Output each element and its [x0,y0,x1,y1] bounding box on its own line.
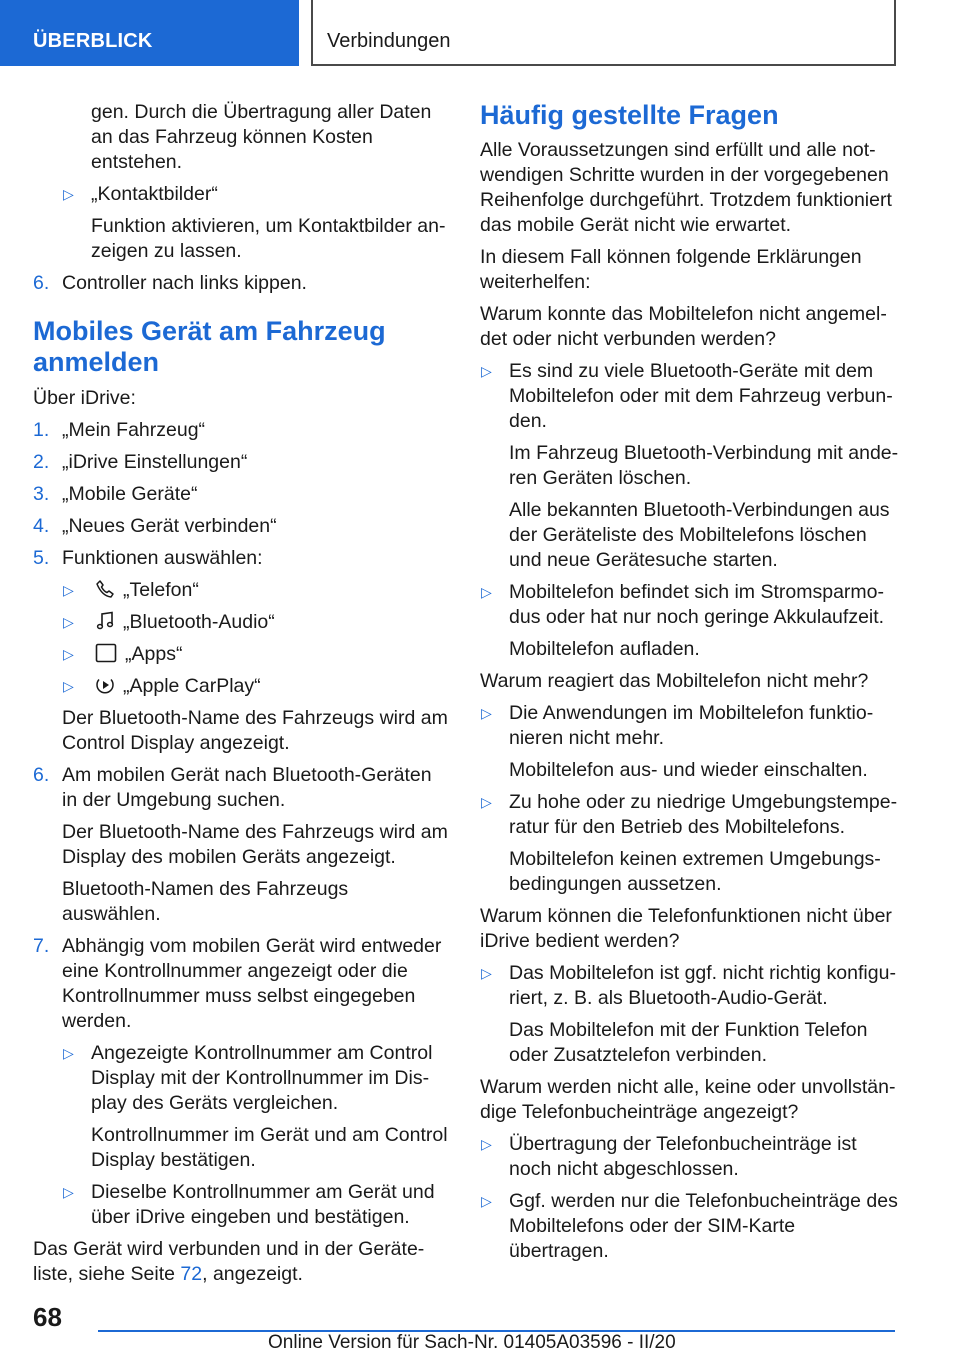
kontakt-label: „Kontaktbilder“ [91,183,218,205]
step-text: „Mein Fahrzeug“ [62,419,206,441]
list-item [62,182,451,207]
function-carplay [91,674,451,699]
apps-square-icon [95,643,117,663]
list-item [62,1180,451,1230]
bullet-triangle-icon: ▷ [481,363,492,379]
bullet-text: Die Anwendungen im Mobiltelefon funktionieren nicht mehr. [509,702,874,749]
function-label: „Telefon“ [123,579,199,601]
page-link[interactable]: 72 [180,1263,203,1285]
list-item [480,580,900,630]
bullet-triangle-icon: ▷ [63,614,74,630]
section-tab: ÜBERBLICK [0,0,299,66]
bullet-triangle-icon: ▷ [481,965,492,981]
bullet-triangle-icon: ▷ [481,705,492,721]
step-note: Der Bluetooth-Name des Fahrzeugs wird am Display des mobilen Geräts angezeigt. [62,821,448,868]
function-bluetooth-audio [91,610,451,635]
list-item [33,546,451,571]
list-item [480,1132,900,1182]
music-note-icon [95,611,115,631]
left-column [33,100,451,1294]
intro-paragraph: Alle Voraussetzungen sind erfüllt und alle notwendigen Schritte wurden in der vorgegebenen Reihenfolge durchgeführt. Trotzdem funktioniert das mobile Gerät nicht wie erwartet. [480,139,892,236]
list-item [33,450,451,475]
step-note: Der Bluetooth-Name des Fahrzeugs wird am Control Display angezeigt. [62,707,448,754]
list-item [33,934,451,1034]
bullet-note: Das Mobiltelefon mit der Funktion Telefon oder Zusatztelefon verbinden. [509,1019,868,1066]
list-item [480,359,900,434]
section-heading: Häufig gestellte Fragen [480,100,779,130]
bullet-triangle-icon: ▷ [63,1045,74,1061]
bullet-triangle-icon: ▷ [63,678,74,694]
right-column [480,100,900,1271]
bullet-note: Mobiltelefon aus- und wieder einschalten. [509,759,868,781]
chapter-tab: Verbindungen [311,0,896,66]
play-circle-icon [95,675,115,695]
question: Warum werden nicht alle, keine oder unvollständige Telefonbucheinträge angezeigt? [480,1076,896,1123]
list-item [480,790,900,840]
final-paragraph [33,1237,451,1287]
question: Warum können die Telefonfunktionen nicht über iDrive bedient werden? [480,905,892,952]
step-number: 4. [33,515,50,537]
step-text: „iDrive Einstellungen“ [62,451,248,473]
list-item [33,514,451,539]
step-note: Bluetooth-Namen des Fahrzeugs auswählen. [62,878,349,925]
bullet-note: Kontrollnummer im Gerät und am Control Display bestätigen. [91,1124,448,1171]
list-item [33,482,451,507]
bullet-text: Es sind zu viele Bluetooth-Geräte mit dem Mobiltelefon oder mit dem Fahrzeug verbunden. [509,360,893,432]
step-text: Funktionen auswählen: [62,547,263,569]
step-number: 7. [33,935,50,957]
intro-text: Über iDrive: [33,387,136,409]
step-text: „Mobile Geräte“ [62,483,198,505]
step-text: Am mobilen Gerät nach Bluetooth-Geräten in der Umgebung suchen. [62,764,432,811]
bullet-note: Alle bekannten Bluetooth-Verbindungen aus der Geräteliste des Mobiltelefons löschen und neue Gerätesuche starten. [509,499,890,571]
list-item [33,763,451,813]
step-number: 1. [33,419,50,441]
function-apps [91,642,451,667]
bullet-text: Angezeigte Kontrollnummer am Control Display mit der Kontrollnummer im Display des Geräts vergleichen. [91,1042,433,1114]
bullet-triangle-icon: ▷ [481,584,492,600]
step-text: „Neues Gerät verbinden“ [62,515,277,537]
function-telefon [91,578,451,603]
list-item [480,701,900,751]
list-item [62,674,451,699]
step-number: 5. [33,547,50,569]
step-number: 2. [33,451,50,473]
bullet-triangle-icon: ▷ [63,582,74,598]
bullet-text: Zu hohe oder zu niedrige Umgebungstemperatur für den Betrieb des Mobiltelefons. [509,791,898,838]
phone-icon [95,579,115,599]
bullet-note: Im Fahrzeug Bluetooth-Verbindung mit anderen Geräten löschen. [509,442,899,489]
kontakt-text: Funktion aktivieren, um Kontaktbilder anzeigen zu lassen. [91,215,446,262]
bullet-text: Dieselbe Kontrollnummer am Gerät und über iDrive eingeben und bestätigen. [91,1181,435,1228]
question: Warum konnte das Mobiltelefon nicht angemeldet oder nicht verbunden werden? [480,303,887,350]
bullet-text: Übertragung der Telefonbucheinträge ist noch nicht abgeschlossen. [509,1133,857,1180]
final-text-end: , angezeigt. [202,1263,303,1285]
page-number: 68 [33,1302,62,1332]
bullet-triangle-icon: ▷ [63,186,74,202]
bullet-triangle-icon: ▷ [481,1136,492,1152]
step-text: Abhängig vom mobilen Gerät wird entweder eine Kontrollnummer angezeigt oder die Kontrollnummer muss selbst eingegeben werden. [62,935,442,1032]
list-item [480,961,900,1011]
step-number: 6. [33,764,50,786]
step-number: 6. [33,272,50,294]
intro-paragraph: In diesem Fall können folgende Erklärungen weiterhelfen: [480,246,862,293]
section-heading: Mobiles Gerät am Fahrzeug anmelden [33,316,386,377]
function-label: „Bluetooth-Audio“ [123,611,275,633]
bullet-text: Mobiltelefon befindet sich im Stromsparmodus oder hat nur noch geringe Akkulaufzeit. [509,581,885,628]
bullet-triangle-icon: ▷ [63,1184,74,1200]
question: Warum reagiert das Mobiltelefon nicht mehr? [480,670,869,692]
bullet-note: Mobiltelefon keinen extremen Umgebungsbedingungen aussetzen. [509,848,881,895]
final-text: Das Gerät wird verbunden und in der Geräteliste, siehe Seite [33,1238,425,1285]
list-item [33,418,451,443]
step-text: Controller nach links kippen. [62,272,307,294]
list-item [62,578,451,603]
function-label: „Apple CarPlay“ [123,675,261,697]
bullet-triangle-icon: ▷ [481,794,492,810]
bullet-note: Mobiltelefon aufladen. [509,638,700,660]
list-item [62,1041,451,1116]
bullet-text: Ggf. werden nur die Telefonbucheinträge des Mobiltelefons oder der SIM-Karte übertragen. [509,1190,898,1262]
list-item [33,271,451,296]
step-number: 3. [33,483,50,505]
footer-version-text: Online Version für Sach-Nr. 01405A03596 - II/20 [268,1332,676,1353]
continued-paragraph: gen. Durch die Übertragung aller Daten an das Fahrzeug können Kosten entstehen. [91,101,432,173]
list-item [62,610,451,635]
bullet-triangle-icon: ▷ [481,1193,492,1209]
bullet-text: Das Mobiltelefon ist ggf. nicht richtig konfiguriert, z. B. als Bluetooth-Audio-Gerät. [509,962,896,1009]
list-item [62,642,451,667]
list-item [480,1189,900,1264]
function-label: „Apps“ [125,643,183,665]
bullet-triangle-icon: ▷ [63,646,74,662]
